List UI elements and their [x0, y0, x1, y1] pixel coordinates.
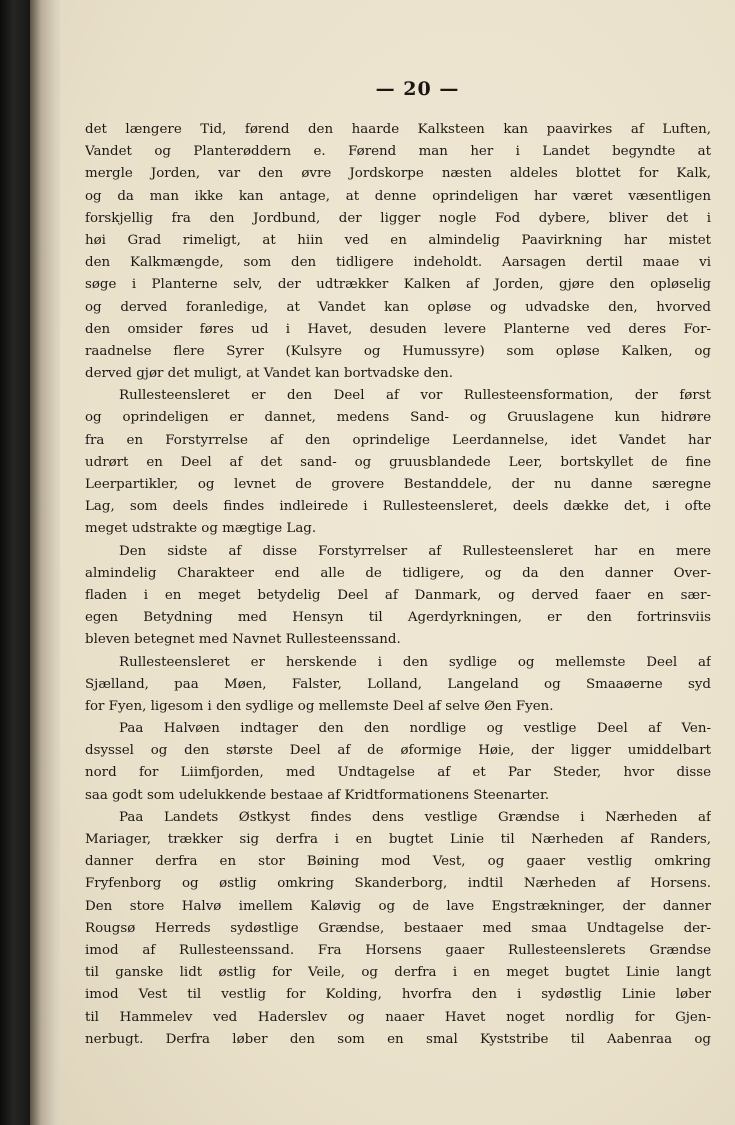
text-line: den omsider føres ud i Havet, desuden levere Planterne ved deres For- [85, 321, 711, 337]
text-line: og derved foranledige, at Vandet kan opløse og udvadske den, hvorved [85, 299, 711, 315]
text-line: Den store Halvø imellem Kaløvig og de lave Engstrækninger, der danner [85, 898, 711, 914]
text-line: den Kalkmængde, som den tidligere indeholdt. Aarsagen dertil maae vi [85, 255, 711, 271]
text-line: mergle Jorden, var den øvre Jordskorpe næsten aldeles blottet for Kalk, [85, 166, 711, 182]
text-line: Mariager, trækker sig derfra i en bugtet Linie til Nærheden af Randers, [85, 832, 711, 847]
text-line: Rullesteensleret er herskende i den sydlige og mellemste Deel af [119, 654, 711, 670]
text-line: fladen i en meget betydelig Deel af Danmark, og derved faaer en sær- [85, 587, 711, 603]
text-line: nord for Liimfjorden, med Undtagelse af et Par Steder, hvor disse [85, 765, 711, 781]
text-line: og da man ikke kan antage, at denne oprindeligen har været væsentligen [85, 188, 711, 204]
text-line: saa godt som udelukkende bestaae af Kridtformationens Steenarter. [85, 787, 550, 803]
text-line: høi Grad rimeligt, at hiin ved en almindelig Paavirkning har mistet [85, 232, 711, 248]
text-line: Den sidste af disse Forstyrrelser af Rullesteensleret har en mere [119, 543, 711, 559]
text-line: imod Vest til vestlig for Kolding, hvorfra den i sydøstlig Linie løber [85, 987, 711, 1003]
text-line: forskjellig fra den Jordbund, der ligger nogle Fod dybere, bliver det i [85, 210, 711, 226]
text-line: og oprindeligen er dannet, medens Sand- og Gruuslagene kun hidrøre [85, 410, 711, 426]
text-line: egen Betydning med Hensyn til Agerdyrkningen, er den fortrinsviis [85, 610, 711, 626]
text-line: derved gjør det muligt, at Vandet kan bortvadske den. [85, 366, 454, 382]
book-spine [0, 0, 30, 1125]
text-line: almindelig Charakteer end alle de tidligere, og da den danner Over- [85, 565, 711, 581]
text-line: Rullesteensleret er den Deel af vor Rullesteensformation, der først [119, 388, 711, 404]
text-line: Rougsø Herreds sydøstlige Grændse, bestaaer med smaa Undtagelse der- [85, 920, 711, 936]
text-line: Paa Halvøen indtager den den nordlige og vestlige Deel af Ven- [119, 721, 711, 737]
body-text [85, 119, 711, 1051]
text-line: Fryfenborg og østlig omkring Skanderborg, indtil Nærheden af Horsens. [85, 876, 711, 892]
text-line: fra en Forstyrrelse af den oprindelige Leerdannelse, idet Vandet har [85, 432, 711, 448]
text-line: imod af Rullesteenssand. Fra Horsens gaaer Rullesteenslerets Grændse [85, 942, 711, 958]
text-line: søge i Planterne selv, der udtrækker Kalken af Jorden, gjøre den opløselig [85, 277, 711, 293]
text-line: udrørt en Deel af det sand- og gruusblandede Leer, bortskyllet de fine [85, 454, 711, 470]
text-line: Lag, som deels findes indleirede i Rullesteensleret, deels dække det, i ofte [85, 499, 711, 515]
text-line: bleven betegnet med Navnet Rullesteenssand. [85, 632, 401, 648]
text-line: Sjælland, paa Møen, Falster, Lolland, Langeland og Smaaøerne syd [85, 676, 711, 692]
text-line: meget udstrakte og mægtige Lag. [85, 521, 317, 537]
text-line: Vandet og Planterøddern e. Førend man her i Landet begyndte at [85, 144, 711, 160]
text-line: det længere Tid, førend den haarde Kalksteen kan paavirkes af Luften, [85, 122, 711, 137]
text-line: til ganske lidt østlig for Veile, og derfra i en meget bugtet Linie langt [85, 965, 711, 981]
text-line: for Fyen, ligesom i den sydlige og mellemste Deel af selve Øen Fyen. [85, 698, 554, 714]
text-line: dsyssel og den største Deel af de øformige Høie, der ligger umiddelbart [85, 743, 711, 759]
text-line: Leerpartikler, og levnet de grovere Bestanddele, der nu danne særegne [85, 477, 711, 492]
page-number: — 20 — [375, 78, 460, 100]
text-line: nerbugt. Derfra løber den som en smal Kyststribe til Aabenraa og [85, 1031, 711, 1047]
text-line: Paa Landets Østkyst findes dens vestlige Grændse i Nærheden af [119, 809, 711, 825]
text-line: til Hammelev ved Haderslev og naaer Havet noget nordlig for Gjen- [85, 1009, 711, 1025]
text-line: danner derfra en stor Bøining mod Vest, og gaaer vestlig omkring [85, 854, 711, 870]
text-line: raadnelse flere Syrer (Kulsyre og Humussyre) som opløse Kalken, og [85, 343, 711, 359]
